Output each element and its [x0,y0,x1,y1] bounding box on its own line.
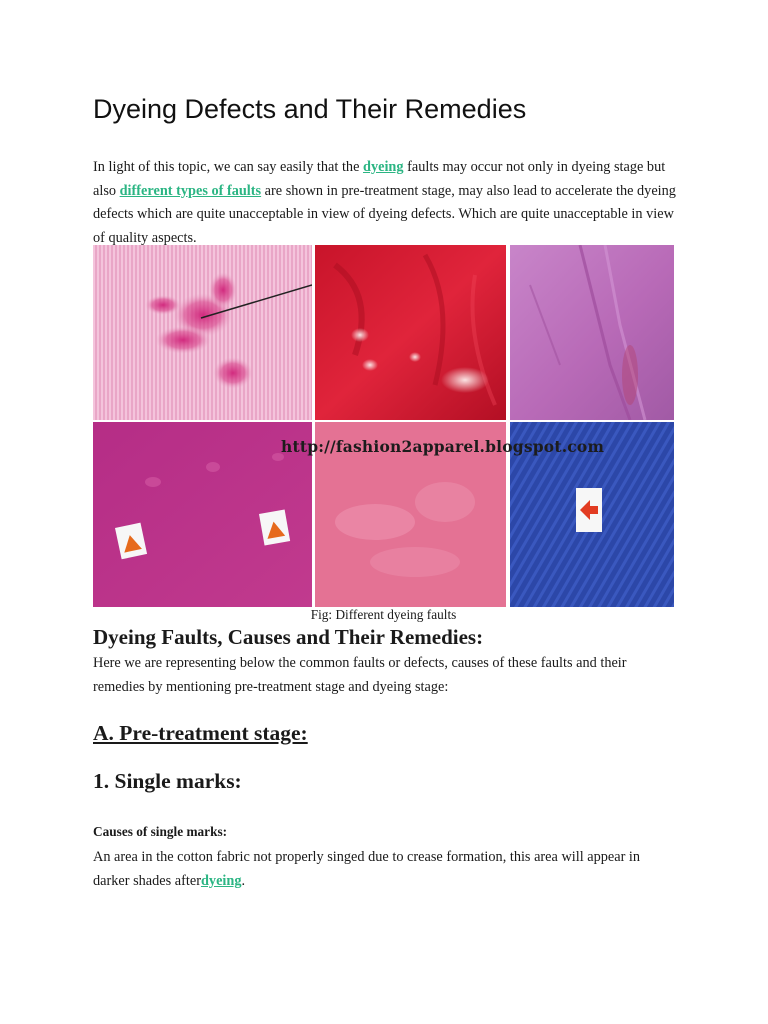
intro-text-3: are shown in pre-treatment stage, may also lead to accelerate the dyeing defects which are quite unacceptable in view of dyeing defects. Which are quite unacceptable in view of quality aspects. [93,182,676,246]
fabric-photo-pink-stain [93,245,312,420]
causes-paragraph [93,846,677,893]
page-title: Dyeing Defects and Their Remedies [93,94,527,124]
dyeing-link[interactable]: dyeing [363,159,404,175]
causes-heading: Causes of single marks: [93,824,228,839]
causes-end: . [241,872,246,889]
fabric-photo-magenta-marked [93,422,312,607]
stage-heading: A. Pre-treatment stage: [93,721,308,745]
intro-text-1: In light of this topic, we can say easily that the [93,159,363,175]
intro-text-2: faults may occur not only in dyeing stage but also [93,159,666,199]
causes-dyeing-link[interactable]: dyeing [200,872,242,889]
different-types-of-faults-link[interactable]: different types of faults [119,182,262,199]
dyeing-faults-figure [93,245,674,607]
figure-watermark: http://fashion2apparel.blogspot.com [281,437,605,456]
causes-text: An area in the cotton fabric not properly singed due to crease formation, this area will appear in darker shades after [93,849,641,889]
section-paragraph: Here we are representing below the common faults or defects, causes of these faults and their remedies by mentioning pre-treatment stage and dyeing stage: [93,655,627,695]
fabric-photo-purple-streaks [510,245,674,420]
fabric-photo-red-spots [315,245,506,420]
intro-paragraph [93,156,677,250]
section-heading: Dyeing Faults, Causes and Their Remedies: [93,625,484,649]
figure-caption: Fig: Different dyeing faults [310,607,457,622]
fault-heading: 1. Single marks: [93,769,242,793]
